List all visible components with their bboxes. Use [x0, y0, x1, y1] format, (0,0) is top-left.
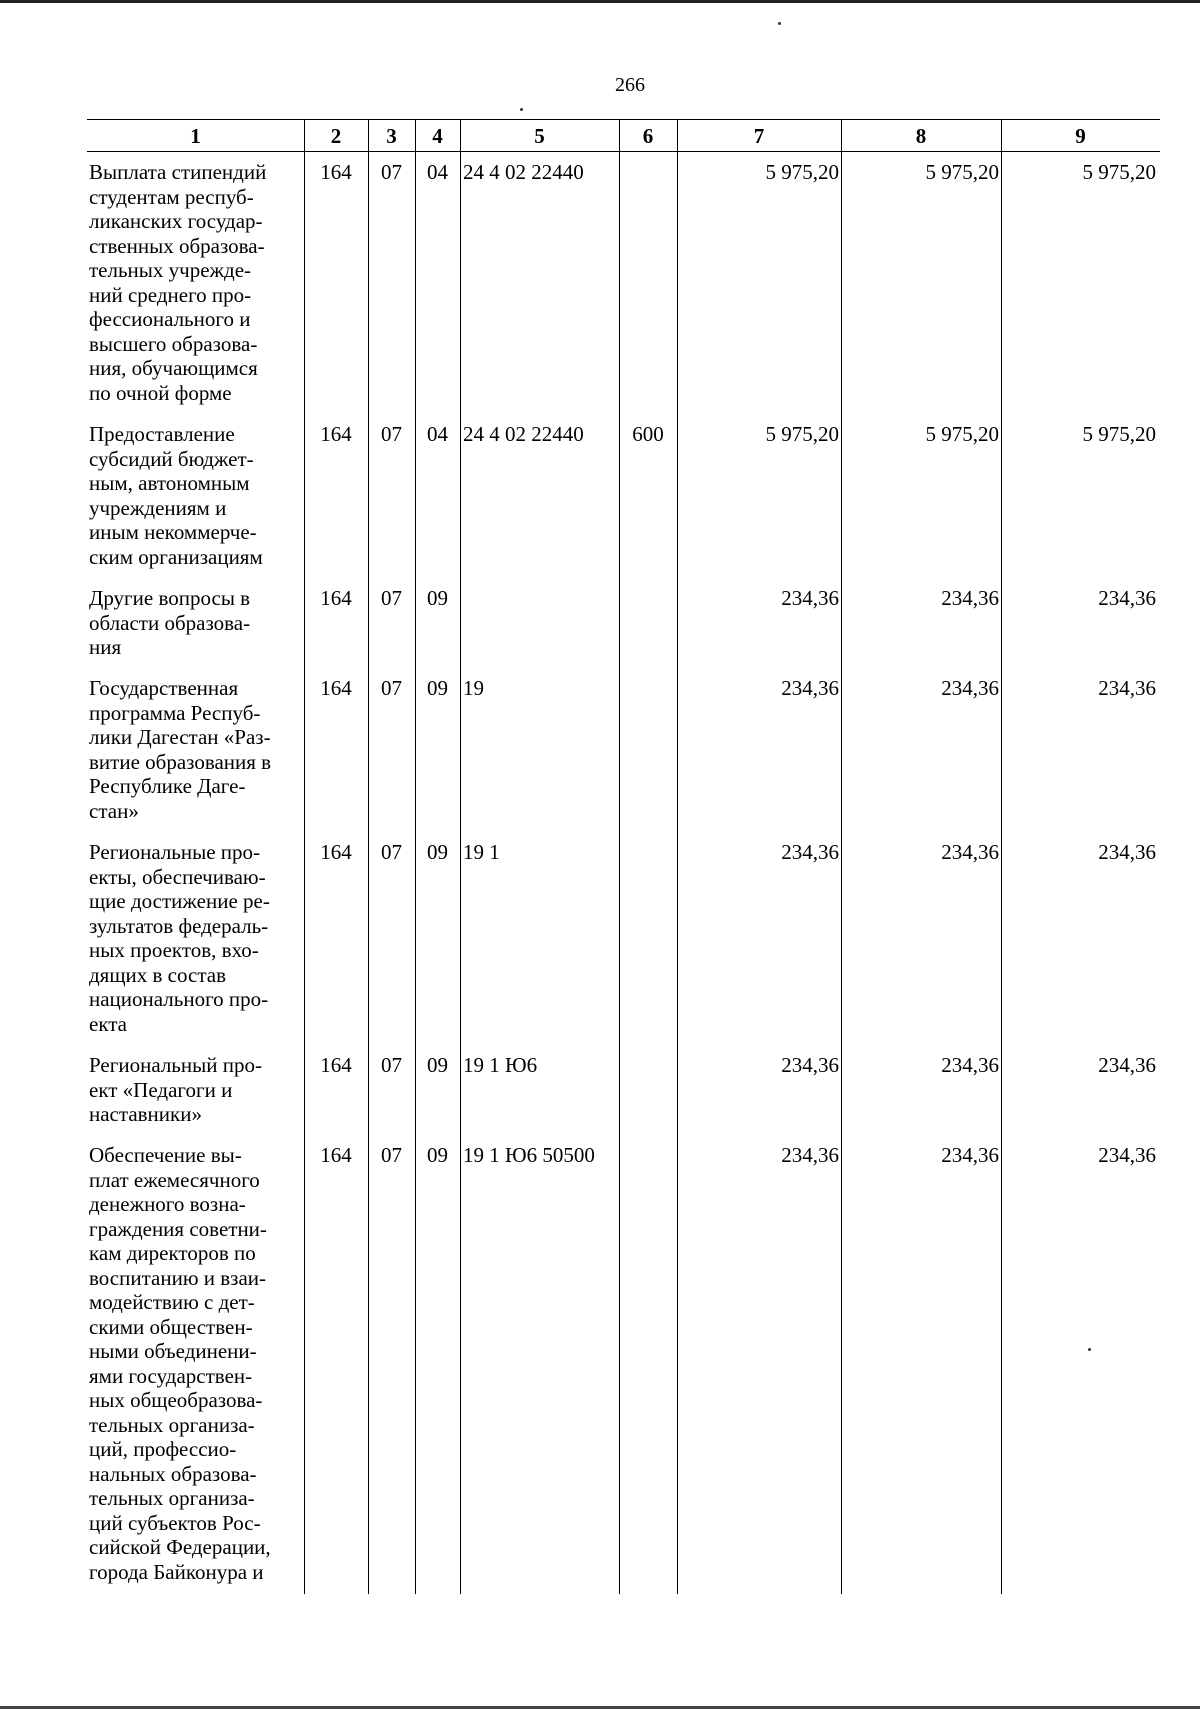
- cell-col-7: 234,36: [781, 676, 839, 700]
- row-name-line: ния, обучающимся: [89, 356, 258, 380]
- cell-col-3: 07: [381, 1143, 402, 1167]
- header-col-4: 4: [432, 124, 443, 148]
- row-name-line: граждения советни-: [89, 1216, 267, 1241]
- budget-table: [87, 119, 1160, 1594]
- cell-col-9: 234,36: [1098, 586, 1156, 610]
- cell-col-2: 164: [320, 1143, 352, 1167]
- row-name-line: ект «Педагоги и: [89, 1077, 233, 1102]
- row-name-line: национального про-: [89, 987, 269, 1011]
- row-name-line: нальных образова-: [89, 1461, 257, 1486]
- header-col-2: 2: [330, 124, 342, 148]
- row-name-line: ций, профессио-: [89, 1437, 237, 1461]
- cell-col-2: 164: [320, 160, 352, 184]
- cell-col-2: 164: [320, 676, 352, 700]
- row-name-line: плат ежемесячного: [89, 1167, 260, 1192]
- row-name-line: ственных образова-: [89, 233, 265, 258]
- row-name-cell: [89, 160, 304, 405]
- row-name-line: ных проектов, вхо-: [89, 938, 259, 962]
- cell-col-8: 234,36: [941, 1143, 999, 1167]
- cell-col-9: 234,36: [1098, 840, 1156, 864]
- cell-col-2: 164: [320, 586, 352, 610]
- row-name-line: ций субъектов Рос-: [89, 1510, 261, 1535]
- page-number: 266: [615, 74, 645, 96]
- cell-col-8: 234,36: [941, 586, 999, 610]
- cell-col-7: 234,36: [781, 840, 839, 864]
- row-name-line: Предоставление: [89, 422, 235, 446]
- cell-col-7: 5 975,20: [765, 422, 839, 446]
- row-name-line: города Байконура и: [89, 1559, 264, 1584]
- row-name-line: Обеспечение вы-: [89, 1143, 242, 1167]
- cell-col-9: 234,36: [1098, 1053, 1156, 1077]
- cell-col-8: 234,36: [941, 676, 999, 700]
- cell-col-8: 5 975,20: [925, 160, 999, 184]
- row-name-line: ями государствен-: [89, 1363, 253, 1388]
- cell-col-8: 5 975,20: [925, 422, 999, 446]
- cell-col-9: 5 975,20: [1082, 422, 1156, 446]
- row-name-line: тельных организа-: [89, 1412, 255, 1437]
- header-col-5: 5: [534, 124, 545, 148]
- scan-speck: [520, 108, 523, 111]
- header-col-1: 1: [190, 124, 201, 148]
- row-name-cell: [89, 1143, 304, 1584]
- cell-col-6: 600: [632, 422, 664, 446]
- cell-col-2: 164: [320, 840, 352, 864]
- header-col-9: 9: [1075, 124, 1086, 148]
- row-name-line: Республике Даге-: [89, 774, 246, 798]
- row-name-cell: [89, 586, 304, 660]
- row-name-cell: [89, 1053, 304, 1127]
- cell-col-3: 07: [381, 422, 402, 446]
- row-name-line: дящих в состав: [89, 962, 227, 987]
- cell-col-3: 07: [381, 586, 402, 610]
- row-name-line: ний среднего про-: [89, 282, 252, 307]
- cell-col-7: 234,36: [781, 1053, 839, 1077]
- row-name-line: сийской Федерации,: [89, 1535, 271, 1559]
- cell-col-9: 234,36: [1098, 676, 1156, 700]
- row-name-line: Другие вопросы в: [89, 586, 251, 610]
- header-col-8: 8: [915, 124, 927, 148]
- header-col-6: 6: [642, 124, 654, 148]
- row-name-line: Региональные про-: [89, 840, 261, 864]
- cell-col-9: 234,36: [1098, 1143, 1156, 1167]
- cell-col-5: 24 4 02 22440: [463, 160, 584, 184]
- cell-col-4: 09: [427, 586, 448, 610]
- row-name-line: кам директоров по: [89, 1241, 256, 1265]
- cell-col-4: 09: [427, 840, 448, 864]
- row-name-line: Выплата стипендий: [89, 160, 267, 184]
- row-name-line: учреждениям и: [89, 495, 227, 520]
- row-name-line: лики Дагестан «Раз-: [89, 725, 271, 749]
- scan-edge-bottom: [0, 1706, 1200, 1709]
- cell-col-2: 164: [320, 422, 352, 446]
- row-name-cell: [89, 422, 304, 569]
- scan-edge-top: [0, 0, 1200, 3]
- scan-speck: [778, 22, 781, 25]
- row-name-line: высшего образова-: [89, 331, 258, 356]
- row-name-cell: [89, 676, 304, 823]
- col-divider: [619, 119, 620, 1594]
- cell-col-3: 07: [381, 1053, 402, 1077]
- cell-col-4: 09: [427, 676, 448, 700]
- cell-col-9: 5 975,20: [1082, 160, 1156, 184]
- row-name-line: ликанских государ-: [89, 209, 263, 233]
- row-name-line: ским организациям: [89, 544, 263, 569]
- row-name-line: фессионального и: [89, 307, 251, 331]
- row-name-line: щие достижение ре-: [89, 889, 270, 913]
- cell-col-7: 234,36: [781, 1143, 839, 1167]
- row-name-line: Региональный про-: [89, 1053, 262, 1077]
- cell-col-7: 5 975,20: [765, 160, 839, 184]
- cell-col-4: 09: [427, 1143, 448, 1167]
- row-name-line: зультатов федераль-: [89, 913, 269, 938]
- row-name-line: ными объединени-: [89, 1339, 257, 1363]
- row-name-line: воспитанию и взаи-: [89, 1265, 267, 1290]
- row-name-line: Государственная: [89, 676, 239, 700]
- cell-col-3: 07: [381, 676, 402, 700]
- row-name-line: по очной форме: [89, 380, 232, 405]
- row-name-line: скими обществен-: [89, 1314, 253, 1339]
- row-name-line: студентам респуб-: [89, 184, 254, 209]
- cell-col-5: 19 1 Ю6: [463, 1053, 538, 1077]
- row-name-line: ния: [89, 635, 122, 659]
- cell-col-2: 164: [320, 1053, 352, 1077]
- row-name-line: области образова-: [89, 610, 251, 635]
- cell-col-3: 07: [381, 160, 402, 184]
- header-bottom-rule: [87, 151, 1160, 152]
- row-name-line: денежного возна-: [89, 1192, 246, 1216]
- row-name-line: субсидий бюджет-: [89, 446, 254, 471]
- row-name-cell: [89, 840, 304, 1036]
- cell-col-4: 04: [427, 160, 448, 184]
- row-name-line: тельных организа-: [89, 1486, 255, 1510]
- header-col-3: 3: [386, 124, 397, 148]
- row-name-line: витие образования в: [89, 749, 272, 774]
- cell-col-5: 19 1: [463, 840, 500, 864]
- row-name-line: программа Респуб-: [89, 700, 261, 725]
- cell-col-8: 234,36: [941, 840, 999, 864]
- row-name-line: тельных учрежде-: [89, 258, 252, 282]
- cell-col-5: 19 1 Ю6 50500: [463, 1143, 595, 1167]
- header-col-7: 7: [753, 124, 765, 148]
- cell-col-4: 04: [427, 422, 448, 446]
- row-name-line: екта: [89, 1011, 128, 1036]
- row-name-line: ных общеобразова-: [89, 1388, 263, 1412]
- cell-col-4: 09: [427, 1053, 448, 1077]
- row-name-line: ным, автономным: [89, 471, 250, 495]
- cell-col-7: 234,36: [781, 586, 839, 610]
- scan-speck: [1088, 1348, 1091, 1351]
- cell-col-3: 07: [381, 840, 402, 864]
- cell-col-8: 234,36: [941, 1053, 999, 1077]
- row-name-line: стан»: [89, 798, 139, 823]
- row-name-line: иным некоммерче-: [89, 520, 257, 544]
- row-name-line: наставники»: [89, 1102, 202, 1126]
- row-name-line: модействию с дет-: [89, 1290, 255, 1314]
- cell-col-5: 24 4 02 22440: [463, 422, 584, 446]
- col-divider: [460, 119, 461, 1594]
- cell-col-5: 19: [463, 676, 484, 700]
- row-name-line: екты, обеспечиваю-: [89, 864, 266, 889]
